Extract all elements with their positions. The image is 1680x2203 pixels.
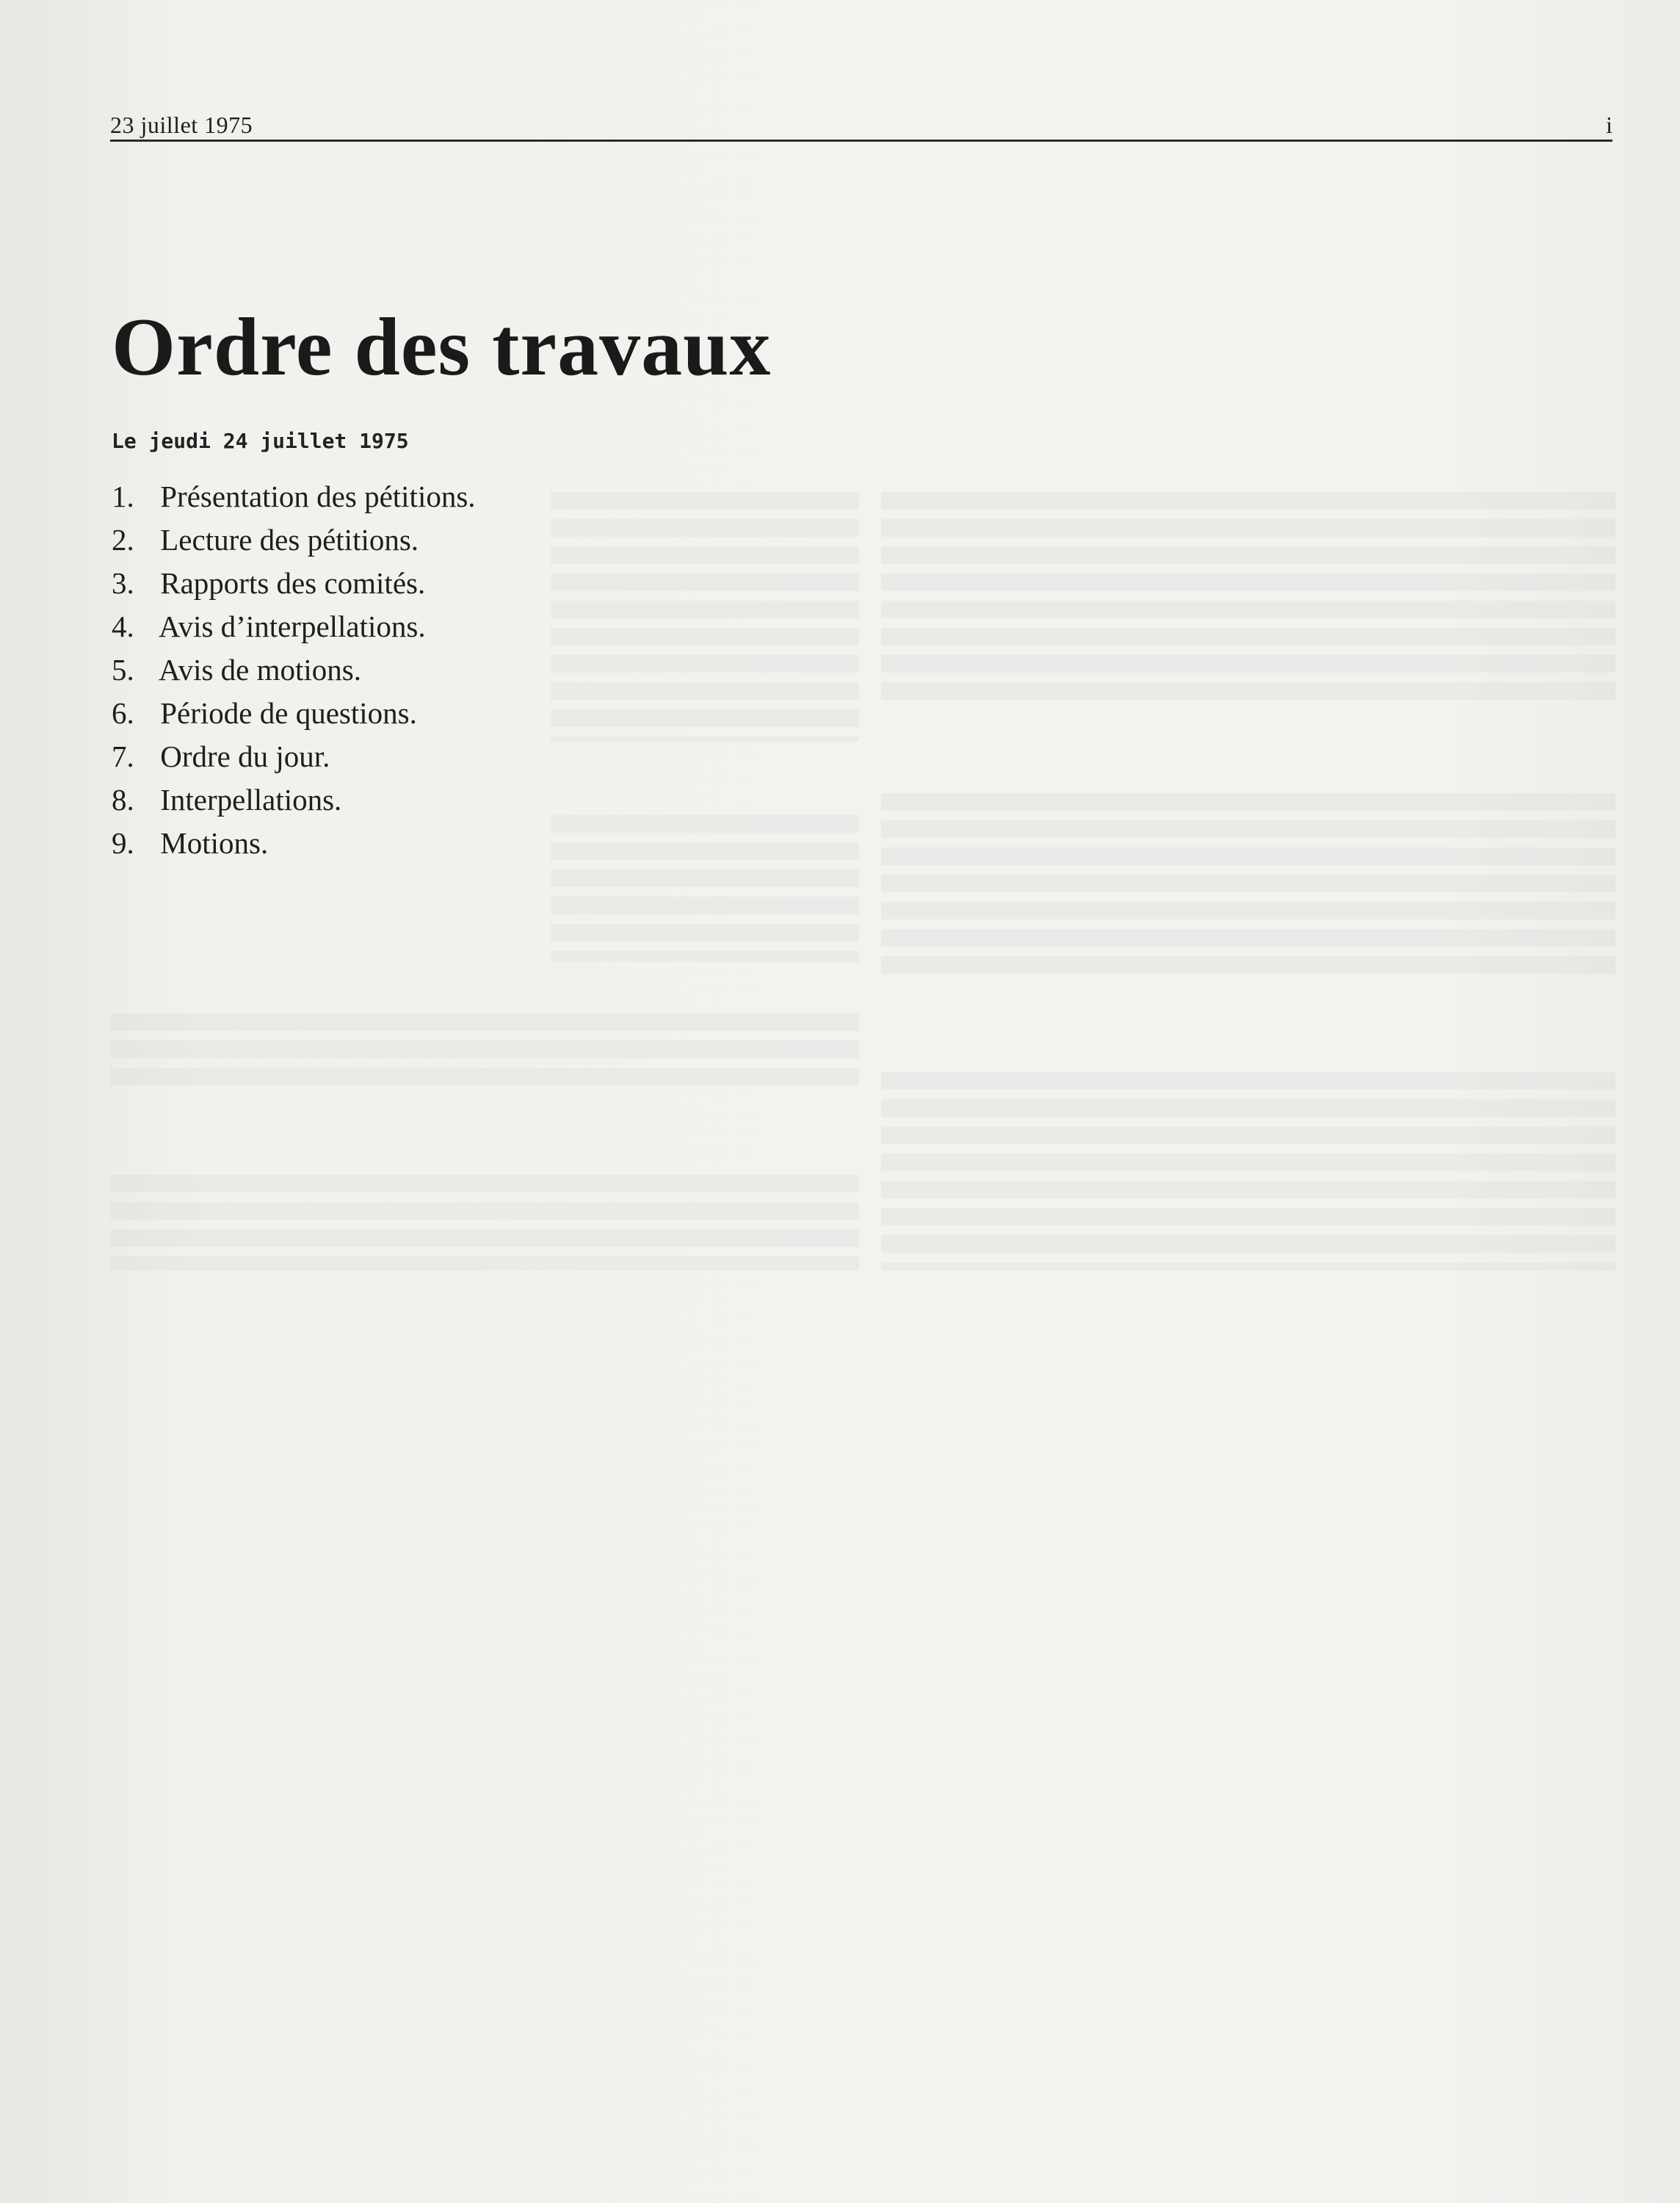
- agenda-item: [112, 735, 476, 778]
- agenda-item-label: Lecture des pétitions.: [160, 523, 419, 557]
- agenda-item: [112, 562, 476, 605]
- agenda-item-number: 1.: [112, 480, 134, 513]
- agenda-item-number: 6.: [112, 696, 134, 730]
- agenda-item: [112, 605, 476, 648]
- agenda-item: [112, 518, 476, 562]
- agenda-item-number: 7.: [112, 739, 134, 773]
- session-date: Le jeudi 24 juillet 1975: [112, 429, 409, 453]
- agenda-item: [112, 778, 476, 822]
- agenda-item-label: Période de questions.: [160, 696, 417, 730]
- page-header: [110, 110, 1612, 142]
- bleed-text-block-left-3: [110, 1013, 859, 1094]
- agenda-item-label: Ordre du jour.: [160, 739, 330, 773]
- agenda-item: [112, 692, 476, 735]
- bleed-text-block-right-2: [881, 793, 1615, 977]
- agenda-item-number: 9.: [112, 826, 134, 860]
- bleed-text-block-left-1: [551, 492, 859, 742]
- agenda-item-label: Interpellations.: [160, 783, 342, 817]
- bleed-text-block-left-2: [551, 815, 859, 962]
- agenda-item: [112, 475, 476, 518]
- agenda-item-number: 2.: [112, 523, 134, 557]
- agenda-item: [112, 822, 476, 865]
- page-title: Ordre des travaux: [112, 302, 772, 393]
- agenda-item-label: Avis d’interpellations.: [159, 609, 426, 643]
- header-date: 23 juillet 1975: [110, 112, 253, 138]
- agenda-item: [112, 648, 476, 692]
- header-page-number: i: [1606, 112, 1612, 138]
- agenda-item-number: 4.: [112, 609, 134, 643]
- bleed-text-block-left-4: [110, 1175, 859, 1270]
- agenda-item-label: Avis de motions.: [159, 653, 361, 687]
- agenda-list: [112, 475, 476, 865]
- agenda-item-number: 5.: [112, 653, 134, 687]
- agenda-item-label: Motions.: [160, 826, 269, 860]
- bleed-text-block-right-3: [881, 1072, 1615, 1270]
- agenda-item-label: Présentation des pétitions.: [160, 480, 476, 513]
- agenda-item-number: 3.: [112, 566, 134, 600]
- agenda-item-label: Rapports des comités.: [160, 566, 426, 600]
- bleed-text-block-right-1: [881, 492, 1615, 705]
- agenda-item-number: 8.: [112, 783, 134, 817]
